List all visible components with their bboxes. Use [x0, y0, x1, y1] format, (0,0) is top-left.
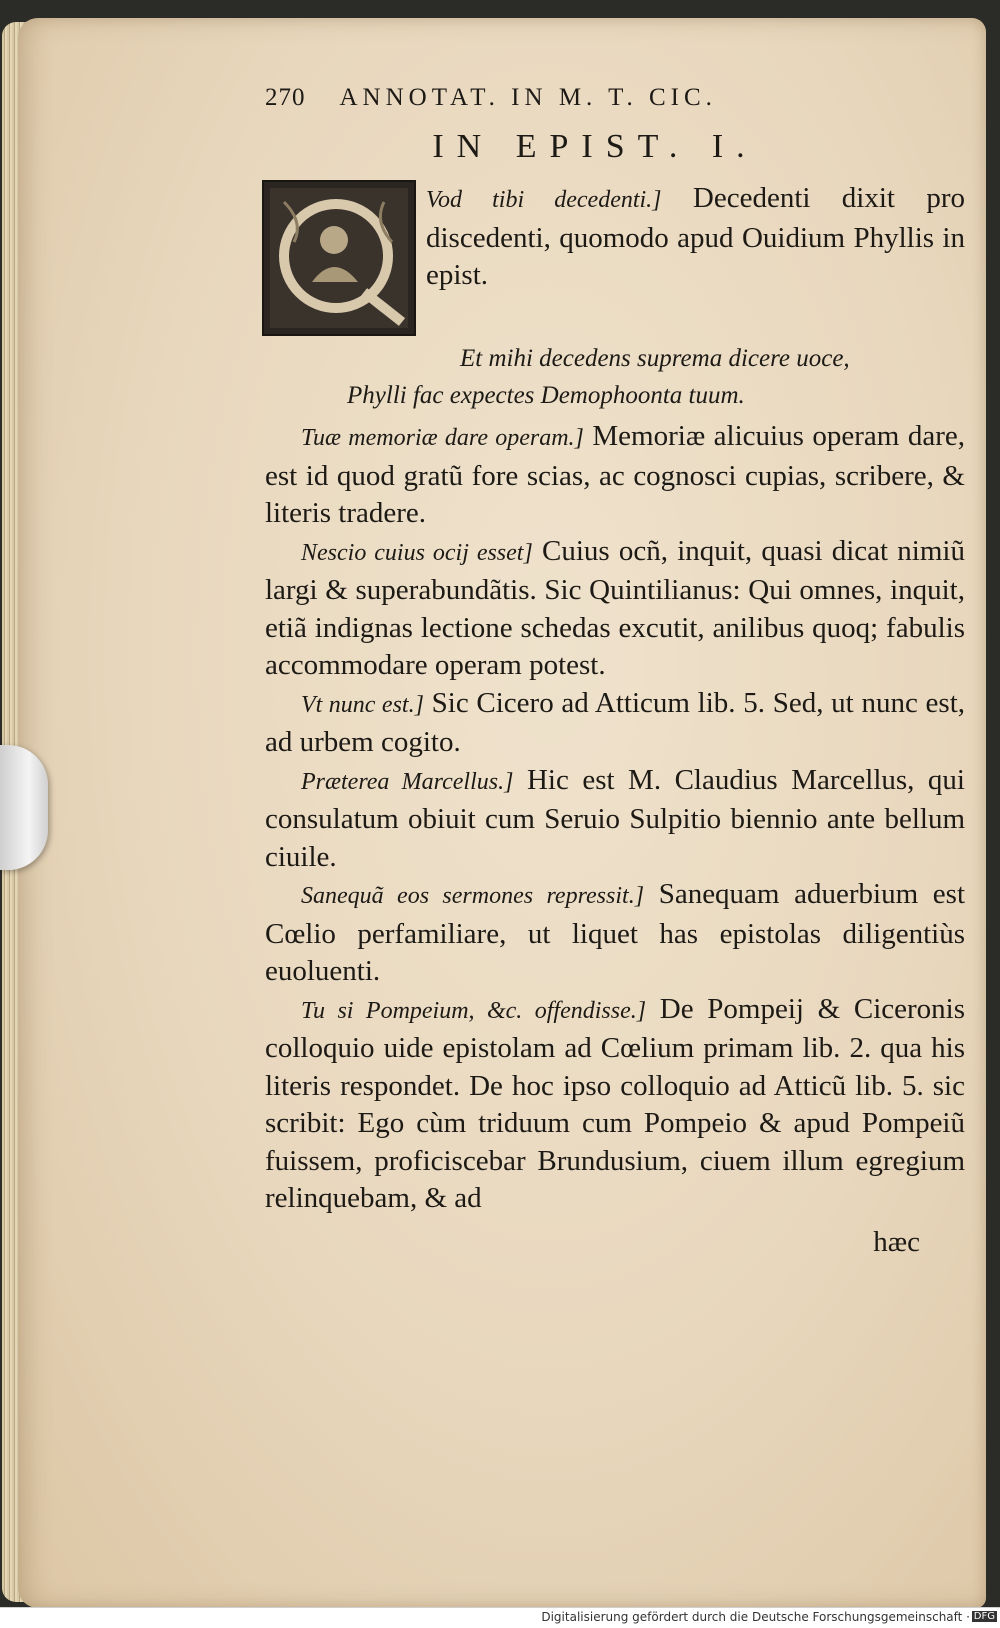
commentary-text: Sanequam aduerbium est Cœlio perfamiliare, ut liquet has epistolas diligentiùs euoluenti.: [265, 878, 966, 987]
lemma: Sanequã eos sermones repressit.]: [301, 883, 645, 909]
paragraph: [265, 991, 965, 1218]
paragraph: [265, 876, 965, 991]
commentary-text: Memoriæ alicuius operam dare, est id quod gratũ fore scias, ac cognosci cupias, scribere, & literis tradere.: [265, 420, 965, 529]
commentary-text: Sic Cicero ad Atticum lib. 5. Sed, ut nunc est, ad urbem cogito.: [265, 686, 965, 758]
verse-line-2: Phylli fac expectes Demophoonta tuum.: [347, 382, 745, 409]
verse-line-1: Et mihi decedens suprema dicere uoce,: [460, 345, 850, 372]
paragraph: [265, 762, 965, 877]
dfg-logo: DFG: [973, 1611, 995, 1622]
paragraph: [265, 533, 965, 685]
page-text: [265, 84, 965, 1259]
first-paragraph: [265, 180, 965, 340]
commentary-text: Cuius ocñ, inquit, quasi dicat nimiũ largi & superabundãtis. Sic Quintilianus: Qui omnes, inquit, etiã indignas lectione schedas excutit, anilibus quoq; fabulis accommodare operam potest.: [265, 534, 965, 681]
footer-credit: Digitalisierung gefördert durch die Deutsche Forschungsgemeinschaft ·: [541, 1610, 970, 1624]
lemma: Vt nunc est.]: [301, 691, 424, 718]
catchword: hæc: [873, 1225, 920, 1258]
running-head: [265, 84, 965, 112]
lemma: Vod tibi decedenti.]: [426, 187, 662, 213]
lemma: Tu si Pompeium, &c. offendisse.]: [301, 997, 647, 1024]
paragraph: [265, 685, 965, 762]
lemma: Tuæ memoriæ dare operam.]: [301, 425, 584, 451]
commentary-text: Hic est M. Claudius Marcellus, qui consulatum obiuit cum Seruio Sulpitio biennio ante bellum ciuile.: [265, 763, 965, 873]
lemma: Nescio cuius ocij esset]: [301, 539, 533, 566]
commentary-text: De Pompeij & Ciceronis colloquio uide epistolam ad Cœlium primam lib. 2. qua his literis respondet. De hoc ipso colloquio ad Atticũ lib. 5. sic scribit: Ego cùm triduum cum Pompeio & apud Pompeiũ fuissem, proficiscebar Brundusium, ciuem illum egregium relinquebam, & ad: [265, 992, 966, 1214]
footer-bar: [0, 1607, 1000, 1628]
page-clip: [0, 745, 48, 870]
running-head-title: ANNOTAT. IN M. T. CIC.: [339, 84, 717, 111]
page-number: 270: [265, 84, 306, 111]
decorated-initial-q-icon: [262, 180, 416, 336]
section-title: IN EPIST. I.: [432, 128, 758, 165]
commentary-text: Decedenti dixit pro discedenti, quomodo apud Ouidium Phyllis in epist.: [426, 182, 966, 291]
lemma: Præterea Marcellus.]: [301, 768, 514, 795]
paragraph: [265, 418, 965, 533]
